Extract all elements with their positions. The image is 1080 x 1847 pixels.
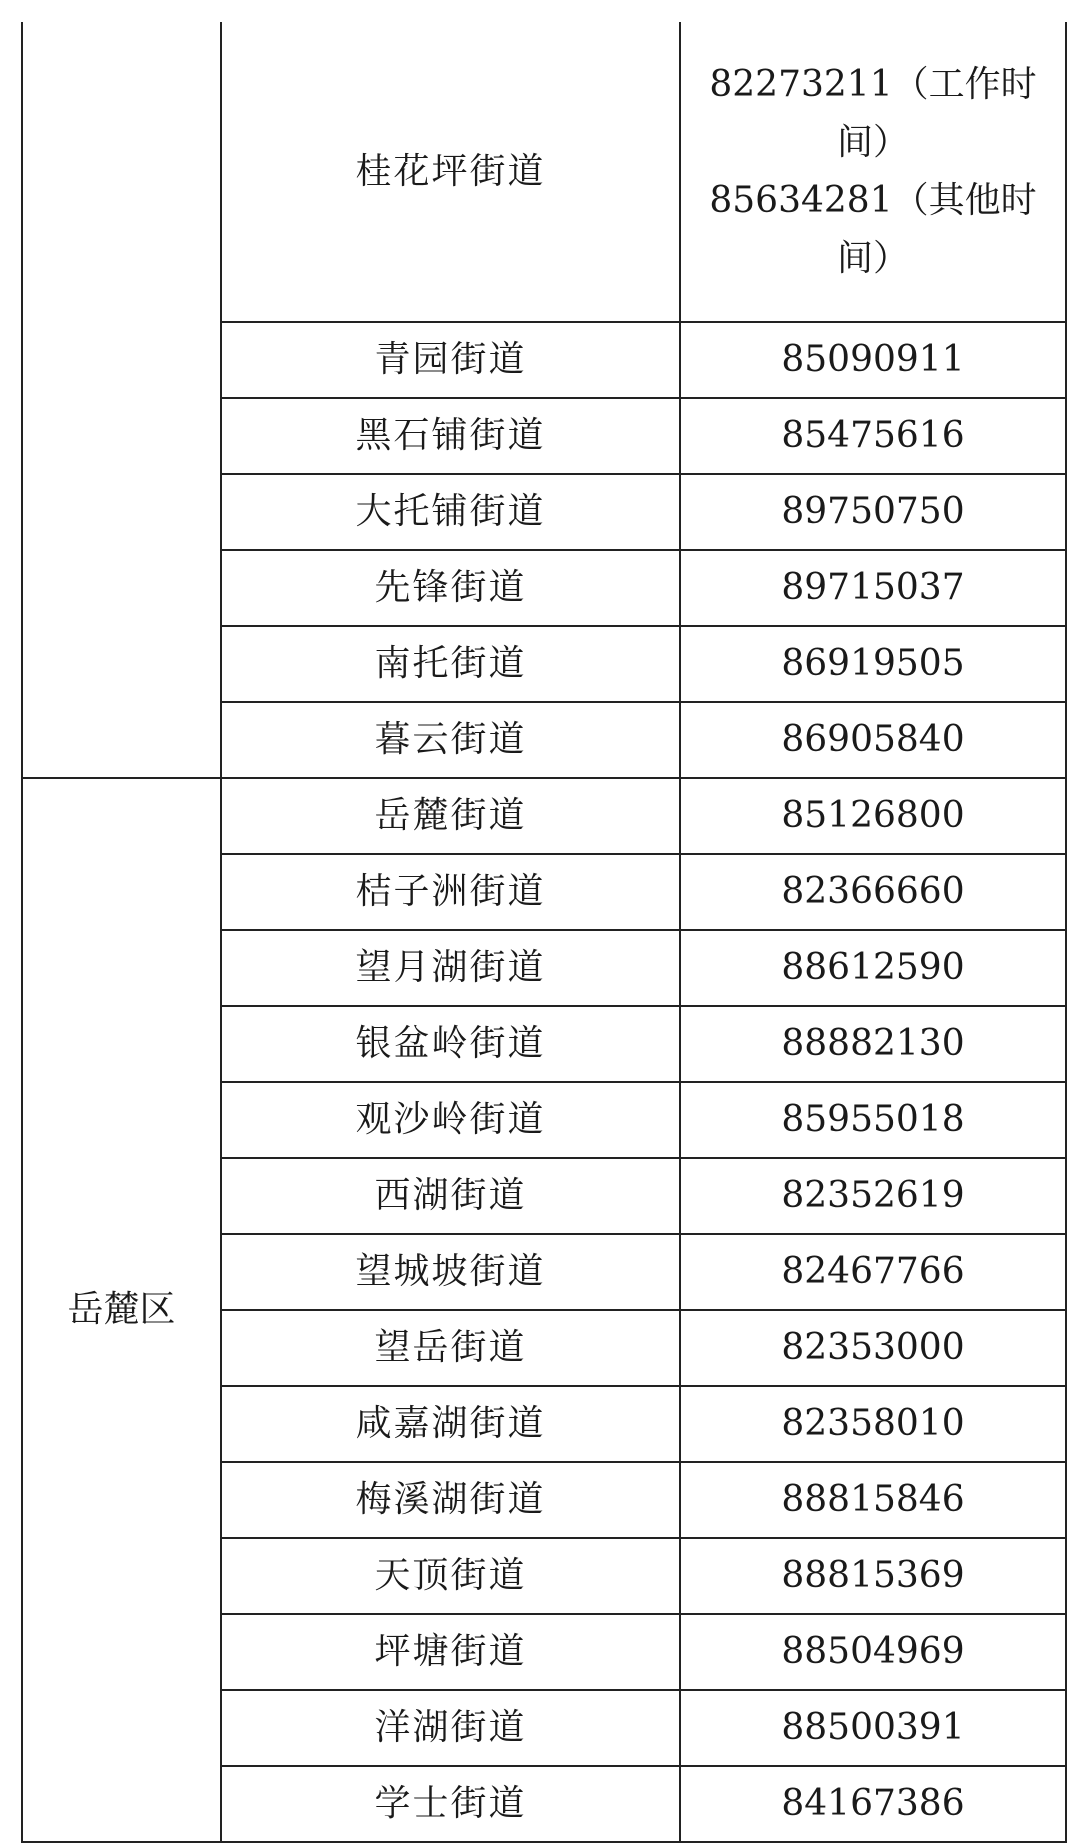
phone-cell: 88500391 bbox=[680, 1690, 1066, 1766]
phone-cell: 85475616 bbox=[680, 398, 1066, 474]
street-cell: 暮云街道 bbox=[221, 702, 680, 778]
street-cell: 岳麓街道 bbox=[221, 778, 680, 854]
street-cell: 观沙岭街道 bbox=[221, 1082, 680, 1158]
street-cell: 望月湖街道 bbox=[221, 930, 680, 1006]
street-cell: 洋湖街道 bbox=[221, 1690, 680, 1766]
district-cell bbox=[22, 22, 221, 778]
street-cell: 梅溪湖街道 bbox=[221, 1462, 680, 1538]
street-cell: 南托街道 bbox=[221, 626, 680, 702]
street-cell: 天顶街道 bbox=[221, 1538, 680, 1614]
phone-cell: 82353000 bbox=[680, 1310, 1066, 1386]
phone-cell: 86919505 bbox=[680, 626, 1066, 702]
phone-cell: 85090911 bbox=[680, 322, 1066, 398]
phone-cell: 88504969 bbox=[680, 1614, 1066, 1690]
phone-cell: 89750750 bbox=[680, 474, 1066, 550]
street-cell: 大托铺街道 bbox=[221, 474, 680, 550]
phone-line: 82273211（工作时 bbox=[709, 63, 1037, 105]
table-row bbox=[22, 778, 1066, 854]
phone-line: 间） bbox=[836, 237, 909, 279]
phone-cell: 82467766 bbox=[680, 1234, 1066, 1310]
street-cell: 先锋街道 bbox=[221, 550, 680, 626]
phone-cell: 84167386 bbox=[680, 1766, 1066, 1842]
street-cell: 青园街道 bbox=[221, 322, 680, 398]
street-cell: 黑石铺街道 bbox=[221, 398, 680, 474]
phone-cell: 88612590 bbox=[680, 930, 1066, 1006]
street-cell: 桂花坪街道 bbox=[221, 22, 680, 322]
phone-line: 85634281（其他时 bbox=[709, 179, 1037, 221]
phone-cell: 86905840 bbox=[680, 702, 1066, 778]
street-cell: 西湖街道 bbox=[221, 1158, 680, 1234]
phone-cell: 82352619 bbox=[680, 1158, 1066, 1234]
phone-cell: 88815846 bbox=[680, 1462, 1066, 1538]
phone-cell: 85955018 bbox=[680, 1082, 1066, 1158]
table-row bbox=[22, 22, 1066, 322]
phone-multiline bbox=[681, 56, 1065, 288]
street-phone-table bbox=[21, 22, 1067, 1843]
street-cell: 桔子洲街道 bbox=[221, 854, 680, 930]
phone-cell: 82366660 bbox=[680, 854, 1066, 930]
street-cell: 望岳街道 bbox=[221, 1310, 680, 1386]
street-cell: 咸嘉湖街道 bbox=[221, 1386, 680, 1462]
phone-cell: 82358010 bbox=[680, 1386, 1066, 1462]
phone-cell: 89715037 bbox=[680, 550, 1066, 626]
district-cell: 岳麓区 bbox=[22, 778, 221, 1842]
phone-cell bbox=[680, 22, 1066, 322]
phone-cell: 88882130 bbox=[680, 1006, 1066, 1082]
phone-cell: 88815369 bbox=[680, 1538, 1066, 1614]
street-cell: 银盆岭街道 bbox=[221, 1006, 680, 1082]
street-cell: 坪塘街道 bbox=[221, 1614, 680, 1690]
street-cell: 望城坡街道 bbox=[221, 1234, 680, 1310]
phone-line: 间） bbox=[836, 121, 909, 163]
street-cell: 学士街道 bbox=[221, 1766, 680, 1842]
phone-cell: 85126800 bbox=[680, 778, 1066, 854]
